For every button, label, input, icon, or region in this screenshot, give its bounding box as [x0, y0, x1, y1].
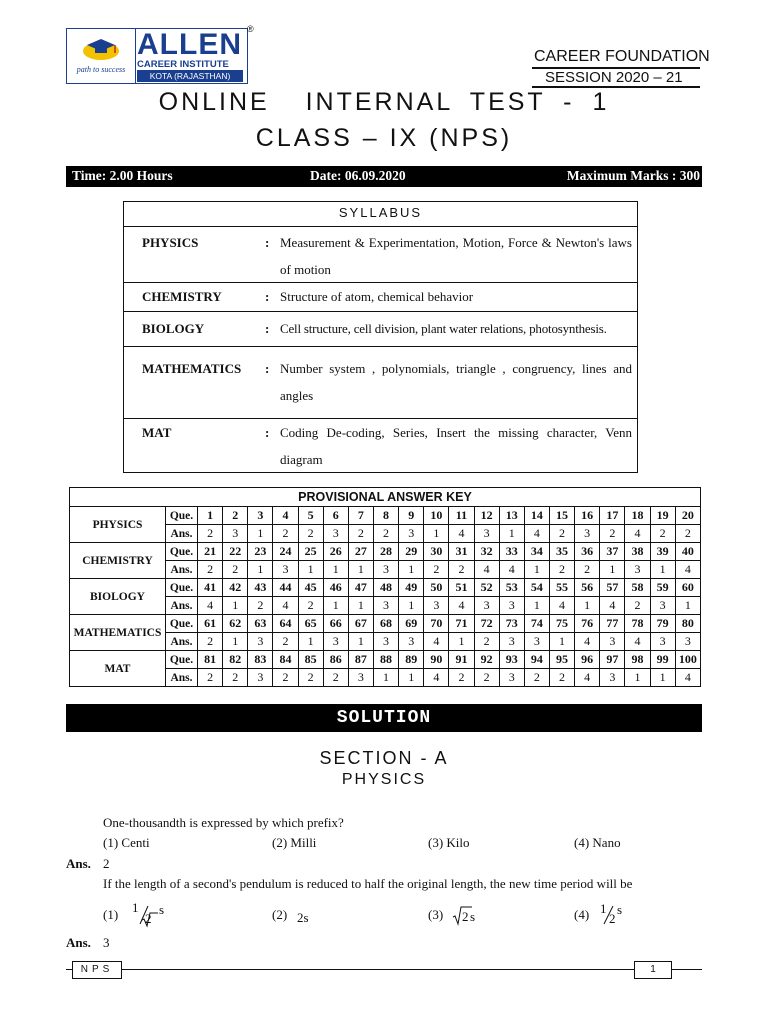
answer-key-answer: 1 [600, 561, 625, 579]
answer-key-answer: 3 [373, 633, 398, 651]
syllabus-row [124, 347, 637, 419]
answer-key-answer: 2 [524, 669, 549, 687]
answer-key-que-row [70, 651, 701, 669]
answer-key-answer: 3 [373, 597, 398, 615]
question-2-option-4-value [598, 900, 630, 930]
answer-key-ans-label: Ans. [166, 597, 198, 615]
unit: s [470, 909, 476, 924]
answer-key-question-number: 70 [424, 615, 449, 633]
syllabus-row [124, 312, 637, 347]
answer-key-answer: 4 [575, 669, 600, 687]
answer-key-question-number: 87 [348, 651, 373, 669]
answer-key-answer: 2 [474, 669, 499, 687]
answer-key-answer: 1 [373, 669, 398, 687]
question-1-option-2: (2) Milli [272, 835, 317, 850]
answer-key-question-number: 15 [549, 507, 574, 525]
answer-key-answer: 2 [323, 669, 348, 687]
answer-key-question-number: 51 [449, 579, 474, 597]
answer-key-answer: 2 [223, 561, 248, 579]
answer-key-answer: 4 [625, 633, 650, 651]
answer-key-question-number: 98 [625, 651, 650, 669]
answer-key-question-number: 27 [348, 543, 373, 561]
answer-key-answer: 1 [223, 597, 248, 615]
answer-key-question-number: 39 [650, 543, 675, 561]
answer-key-question-number: 3 [248, 507, 273, 525]
answer-key-answer: 2 [625, 597, 650, 615]
program-name: CAREER FOUNDATION [534, 48, 710, 65]
answer-key-que-label: Que. [166, 615, 198, 633]
answer-key-question-number: 40 [675, 543, 700, 561]
answer-key-question-number: 80 [675, 615, 700, 633]
answer-key-question-number: 44 [273, 579, 298, 597]
answer-key-question-number: 86 [323, 651, 348, 669]
answer-key-answer: 1 [524, 597, 549, 615]
answer-key-answer: 2 [198, 525, 223, 543]
answer-key-answer: 4 [625, 525, 650, 543]
answer-key-answer: 3 [600, 633, 625, 651]
answer-key-answer: 2 [549, 669, 574, 687]
question-2-option-1-label: (1) [103, 907, 119, 922]
answer-key-ans-label: Ans. [166, 525, 198, 543]
answer-key-answer: 4 [449, 597, 474, 615]
answer-key-question-number: 54 [524, 579, 549, 597]
answer-key-answer: 3 [499, 669, 524, 687]
answer-key-answer: 3 [650, 597, 675, 615]
answer-key-question-number: 76 [575, 615, 600, 633]
footer-rule [66, 969, 702, 970]
answer-key-question-number: 56 [575, 579, 600, 597]
answer-key-question-number: 72 [474, 615, 499, 633]
answer-key-answer: 4 [449, 525, 474, 543]
answer-key-answer: 4 [524, 525, 549, 543]
answer-key-question-number: 99 [650, 651, 675, 669]
answer-key-que-label: Que. [166, 543, 198, 561]
answer-key-question-number: 73 [499, 615, 524, 633]
answer-key-answer: 2 [273, 525, 298, 543]
answer-key-answer: 1 [524, 561, 549, 579]
answer-key-question-number: 67 [348, 615, 373, 633]
answer-key-answer: 4 [499, 561, 524, 579]
answer-key-question-number: 90 [424, 651, 449, 669]
answer-key-answer: 3 [474, 597, 499, 615]
answer-key-que-label: Que. [166, 507, 198, 525]
answer-key-question-number: 4 [273, 507, 298, 525]
section-subject: PHYSICS [341, 771, 427, 788]
answer-key-answer: 4 [424, 669, 449, 687]
answer-key-question-number: 62 [223, 615, 248, 633]
answer-key-table [69, 487, 701, 687]
fraction-denominator: 2 [609, 911, 616, 926]
answer-key-question-number: 12 [474, 507, 499, 525]
syllabus-heading: SYLLABUS [124, 202, 637, 227]
answer-key-question-number: 82 [223, 651, 248, 669]
answer-key-answer: 3 [223, 525, 248, 543]
answer-key-answer: 2 [298, 597, 323, 615]
answer-key-question-number: 25 [298, 543, 323, 561]
answer-key-question-number: 41 [198, 579, 223, 597]
answer-key-answer: 1 [449, 633, 474, 651]
question-2-option-4-label: (4) [574, 907, 590, 922]
answer-key-question-number: 36 [575, 543, 600, 561]
answer-key-answer: 3 [499, 597, 524, 615]
answer-key-answer: 3 [248, 669, 273, 687]
answer-key-answer: 2 [298, 525, 323, 543]
answer-key-question-number: 58 [625, 579, 650, 597]
answer-key-question-number: 49 [399, 579, 424, 597]
question-2-answer: 3 [103, 935, 110, 950]
answer-key-answer: 1 [348, 561, 373, 579]
answer-key-answer: 4 [424, 633, 449, 651]
answer-key-answer: 4 [273, 597, 298, 615]
exam-time: Time: 2.00 Hours [72, 168, 173, 183]
registered-mark: ® [247, 24, 254, 34]
answer-key-question-number: 30 [424, 543, 449, 561]
answer-key-answer: 2 [650, 525, 675, 543]
answer-key-answer: 2 [675, 525, 700, 543]
answer-key-question-number: 65 [298, 615, 323, 633]
answer-key-answer: 3 [575, 525, 600, 543]
logo-subtitle: CAREER INSTITUTE [137, 59, 229, 70]
logo-city: KOTA (RAJASTHAN) [137, 70, 243, 82]
answer-key-question-number: 9 [399, 507, 424, 525]
answer-key-answer: 1 [399, 669, 424, 687]
answer-key-question-number: 97 [600, 651, 625, 669]
answer-key-que-row [70, 579, 701, 597]
answer-key-question-number: 34 [524, 543, 549, 561]
answer-key-answer: 4 [675, 561, 700, 579]
section-heading: SECTION - A [319, 748, 449, 768]
answer-key-answer: 4 [675, 669, 700, 687]
answer-key-subject: CHEMISTRY [70, 543, 166, 579]
answer-key-question-number: 81 [198, 651, 223, 669]
answer-key-answer: 2 [198, 669, 223, 687]
question-2-option-3-label: (3) [428, 907, 444, 922]
answer-key-question-number: 1 [198, 507, 223, 525]
footer-code: NPS [72, 961, 122, 979]
answer-key-answer: 1 [650, 561, 675, 579]
answer-key-subject: MATHEMATICS [70, 615, 166, 651]
answer-key-question-number: 89 [399, 651, 424, 669]
exam-max-marks: Maximum Marks : 300 [566, 168, 700, 183]
answer-key-question-number: 45 [298, 579, 323, 597]
answer-key-answer: 1 [298, 561, 323, 579]
answer-key-subject: MAT [70, 651, 166, 687]
logo-name: ALLEN [137, 28, 242, 61]
answer-key-answer: 3 [399, 633, 424, 651]
syllabus-colon: : [265, 321, 270, 336]
answer-key-answer: 2 [348, 525, 373, 543]
answer-key-answer: 2 [575, 561, 600, 579]
answer-key-question-number: 13 [499, 507, 524, 525]
syllabus-row [124, 283, 637, 312]
answer-key-answer: 1 [399, 597, 424, 615]
answer-key-question-number: 75 [549, 615, 574, 633]
syllabus-subject: MAT [142, 425, 172, 440]
answer-key-question-number: 2 [223, 507, 248, 525]
syllabus-topics: Measurement & Experimentation, Motion, Force & Newton's laws of motion [280, 235, 632, 277]
answer-key-answer: 1 [424, 525, 449, 543]
answer-key-answer: 2 [474, 633, 499, 651]
answer-key-question-number: 35 [549, 543, 574, 561]
syllabus-subject: PHYSICS [142, 235, 199, 250]
answer-key-answer: 1 [650, 669, 675, 687]
answer-key-answer: 1 [625, 669, 650, 687]
question-1-option-3: (3) Kilo [428, 835, 470, 850]
answer-key-answer: 1 [248, 561, 273, 579]
answer-key-question-number: 60 [675, 579, 700, 597]
answer-key-question-number: 47 [348, 579, 373, 597]
answer-key-answer: 2 [273, 633, 298, 651]
answer-key-answer: 2 [449, 669, 474, 687]
answer-key-question-number: 59 [650, 579, 675, 597]
answer-key-subject: BIOLOGY [70, 579, 166, 615]
graduation-cap-icon [81, 35, 121, 61]
question-1-option-4: (4) Nano [574, 835, 621, 850]
answer-key-question-number: 22 [223, 543, 248, 561]
answer-key-question-number: 29 [399, 543, 424, 561]
exam-info-bar [66, 166, 702, 187]
answer-key-question-number: 8 [373, 507, 398, 525]
answer-key-question-number: 85 [298, 651, 323, 669]
answer-key-question-number: 46 [323, 579, 348, 597]
answer-key-question-number: 18 [625, 507, 650, 525]
unit: s [159, 902, 165, 917]
answer-key-question-number: 53 [499, 579, 524, 597]
session-label: SESSION 2020 – 21 [545, 69, 683, 86]
exam-date: Date: 06.09.2020 [310, 168, 406, 183]
question-2-option-1-value [128, 900, 168, 930]
logo-emblem-box [67, 29, 136, 83]
syllabus-row [124, 227, 637, 283]
answer-label: Ans. [66, 935, 91, 950]
answer-key-question-number: 21 [198, 543, 223, 561]
syllabus-colon: : [265, 425, 270, 440]
syllabus-topics: Cell structure, cell division, plant water relations, photosynthesis. [280, 321, 607, 336]
answer-key-question-number: 48 [373, 579, 398, 597]
answer-key-question-number: 74 [524, 615, 549, 633]
answer-key-answer: 3 [600, 669, 625, 687]
answer-key-question-number: 24 [273, 543, 298, 561]
answer-key-answer: 3 [373, 561, 398, 579]
syllabus-subject: BIOLOGY [142, 321, 205, 336]
answer-key-answer: 3 [323, 633, 348, 651]
answer-key-answer: 1 [348, 597, 373, 615]
answer-key-question-number: 78 [625, 615, 650, 633]
answer-key-answer: 3 [650, 633, 675, 651]
answer-key-answer: 3 [675, 633, 700, 651]
answer-key-answer: 2 [600, 525, 625, 543]
answer-key-answer: 2 [198, 561, 223, 579]
syllabus-row [124, 419, 637, 472]
page-number: 1 [634, 961, 672, 979]
answer-key-question-number: 100 [675, 651, 700, 669]
answer-key-ans-label: Ans. [166, 561, 198, 579]
page-title: ONLINE INTERNAL TEST - 1 [158, 88, 610, 116]
question-1-text: One-thousandth is expressed by which prefix? [103, 815, 344, 830]
answer-key-answer: 1 [399, 561, 424, 579]
solution-banner: SOLUTION [66, 704, 702, 732]
answer-key-answer: 3 [348, 669, 373, 687]
question-2-option-2-label: (2) [272, 907, 288, 922]
syllabus-subject: CHEMISTRY [142, 289, 222, 304]
answer-key-question-number: 79 [650, 615, 675, 633]
answer-key-answer: 1 [323, 561, 348, 579]
answer-key-que-row [70, 615, 701, 633]
answer-key-question-number: 32 [474, 543, 499, 561]
answer-key-answer: 2 [549, 561, 574, 579]
answer-key-answer: 4 [198, 597, 223, 615]
syllabus-box [123, 201, 638, 473]
answer-key-subject: PHYSICS [70, 507, 166, 543]
answer-key-question-number: 10 [424, 507, 449, 525]
syllabus-subject: MATHEMATICS [142, 361, 242, 376]
answer-key-question-number: 14 [524, 507, 549, 525]
answer-key-answer: 1 [675, 597, 700, 615]
answer-key-answer: 1 [348, 633, 373, 651]
answer-key-answer: 2 [223, 669, 248, 687]
answer-key-question-number: 6 [323, 507, 348, 525]
answer-key-que-label: Que. [166, 651, 198, 669]
answer-key-question-number: 93 [499, 651, 524, 669]
answer-key-question-number: 42 [223, 579, 248, 597]
answer-key-question-number: 52 [474, 579, 499, 597]
answer-key-answer: 4 [474, 561, 499, 579]
answer-key-question-number: 77 [600, 615, 625, 633]
answer-key-question-number: 11 [449, 507, 474, 525]
answer-key-answer: 2 [449, 561, 474, 579]
answer-key-question-number: 28 [373, 543, 398, 561]
answer-key-answer: 2 [298, 669, 323, 687]
answer-key-answer: 3 [273, 561, 298, 579]
answer-key-question-number: 43 [248, 579, 273, 597]
syllabus-topics: Coding De-coding, Series, Insert the missing character, Venn diagram [280, 425, 632, 467]
answer-key-answer: 1 [499, 525, 524, 543]
answer-key-question-number: 66 [323, 615, 348, 633]
answer-key-answer: 1 [323, 597, 348, 615]
question-2-text: If the length of a second's pendulum is reduced to half the original length, the new time period will be [103, 876, 633, 891]
answer-key-answer: 4 [600, 597, 625, 615]
answer-key-question-number: 20 [675, 507, 700, 525]
answer-key-question-number: 71 [449, 615, 474, 633]
answer-key-answer: 1 [549, 633, 574, 651]
answer-key-question-number: 92 [474, 651, 499, 669]
syllabus-colon: : [265, 361, 270, 376]
answer-key-question-number: 64 [273, 615, 298, 633]
answer-key-question-number: 26 [323, 543, 348, 561]
answer-key-answer: 2 [273, 669, 298, 687]
answer-key-que-row [70, 507, 701, 525]
answer-key-question-number: 5 [298, 507, 323, 525]
unit: s [617, 902, 623, 917]
answer-key-question-number: 33 [499, 543, 524, 561]
syllabus-topics: Structure of atom, chemical behavior [280, 289, 474, 304]
answer-key-answer: 2 [198, 633, 223, 651]
question-1-answer: 2 [103, 856, 110, 871]
answer-key-question-number: 31 [449, 543, 474, 561]
answer-key-question-number: 63 [248, 615, 273, 633]
answer-key-answer: 2 [373, 525, 398, 543]
answer-key-question-number: 55 [549, 579, 574, 597]
answer-key-heading: PROVISIONAL ANSWER KEY [70, 488, 701, 507]
answer-key-question-number: 95 [549, 651, 574, 669]
answer-key-question-number: 7 [348, 507, 373, 525]
answer-key-que-row [70, 543, 701, 561]
answer-key-question-number: 16 [575, 507, 600, 525]
answer-key-question-number: 69 [399, 615, 424, 633]
answer-key-question-number: 84 [273, 651, 298, 669]
answer-key-question-number: 94 [524, 651, 549, 669]
answer-label: Ans. [66, 856, 91, 871]
answer-key-answer: 4 [549, 597, 574, 615]
answer-key-question-number: 57 [600, 579, 625, 597]
answer-key-answer: 2 [549, 525, 574, 543]
syllabus-topics: Number system , polynomials, triangle , congruency, lines and angles [280, 361, 632, 403]
answer-key-answer: 3 [323, 525, 348, 543]
answer-key-answer: 1 [223, 633, 248, 651]
answer-key-answer: 3 [424, 597, 449, 615]
class-title: CLASS – IX (NPS) [255, 124, 513, 152]
answer-key-answer: 3 [499, 633, 524, 651]
syllabus-colon: : [265, 289, 270, 304]
question-2-option-3-value [452, 904, 488, 928]
answer-key-question-number: 96 [575, 651, 600, 669]
fraction-denominator: 2 [145, 911, 152, 926]
answer-key-question-number: 19 [650, 507, 675, 525]
answer-key-ans-label: Ans. [166, 633, 198, 651]
answer-key-ans-label: Ans. [166, 669, 198, 687]
radicand: 2 [462, 909, 469, 924]
allen-logo [66, 28, 248, 84]
question-1-option-1: (1) Centi [103, 835, 150, 850]
answer-key-answer: 3 [248, 633, 273, 651]
fraction-numerator: 1 [132, 900, 139, 915]
answer-key-que-label: Que. [166, 579, 198, 597]
answer-key-question-number: 88 [373, 651, 398, 669]
answer-key-answer: 4 [575, 633, 600, 651]
question-2-option-2-value: 2s [297, 910, 309, 925]
answer-key-answer: 2 [248, 597, 273, 615]
answer-key-answer: 1 [298, 633, 323, 651]
answer-key-question-number: 23 [248, 543, 273, 561]
answer-key-question-number: 17 [600, 507, 625, 525]
answer-key-answer: 3 [625, 561, 650, 579]
answer-key-question-number: 61 [198, 615, 223, 633]
answer-key-answer: 3 [524, 633, 549, 651]
answer-key-question-number: 68 [373, 615, 398, 633]
answer-key-answer: 1 [575, 597, 600, 615]
answer-key-answer: 1 [248, 525, 273, 543]
answer-key-answer: 2 [424, 561, 449, 579]
answer-key-question-number: 38 [625, 543, 650, 561]
answer-key-answer: 3 [399, 525, 424, 543]
answer-key-question-number: 91 [449, 651, 474, 669]
answer-key-question-number: 37 [600, 543, 625, 561]
answer-key-question-number: 83 [248, 651, 273, 669]
syllabus-colon: : [265, 235, 270, 250]
answer-key-answer: 3 [474, 525, 499, 543]
answer-key-question-number: 50 [424, 579, 449, 597]
fraction-numerator: 1 [600, 901, 607, 916]
logo-tagline: path to success [76, 65, 126, 74]
